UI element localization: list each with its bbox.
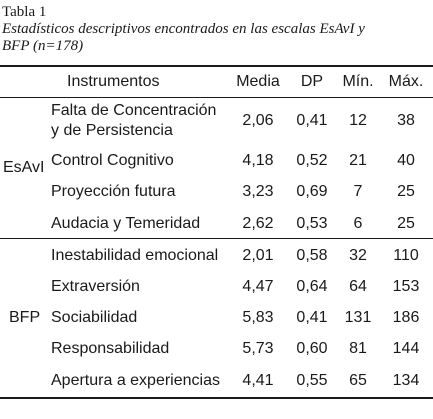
row-min: 6	[353, 215, 363, 232]
row-max: 134	[392, 372, 420, 389]
row-min: 131	[344, 309, 372, 326]
row-max: 40	[397, 152, 415, 169]
group-divider-rule	[0, 238, 433, 239]
row-mean: 2,62	[242, 215, 274, 232]
row-min: 81	[349, 340, 367, 357]
table-title-line-2: BFP (n=178)	[2, 38, 84, 54]
header-media: Media	[236, 73, 280, 90]
row-name: Inestabilidad emocional	[51, 247, 219, 264]
row-mean: 5,73	[242, 340, 274, 357]
group-label-bfp: BFP	[9, 309, 41, 326]
row-mean: 2,06	[242, 112, 274, 129]
row-name: Proyección futura	[51, 183, 176, 200]
row-max: 38	[397, 112, 415, 129]
row-sd: 0,41	[296, 112, 328, 129]
row-sd: 0,58	[296, 247, 328, 264]
table-caption	[2, 4, 365, 55]
header-min: Mín.	[342, 73, 374, 90]
row-mean: 3,23	[242, 183, 274, 200]
group-label-esavi: EsAvI	[3, 159, 45, 176]
row-min: 7	[353, 183, 363, 200]
row-mean: 4,47	[242, 278, 274, 295]
row-sd: 0,41	[296, 309, 328, 326]
row-max: 25	[397, 183, 415, 200]
row-sd: 0,60	[296, 340, 328, 357]
row-max: 186	[392, 309, 420, 326]
row-min: 64	[349, 278, 367, 295]
row-min: 32	[349, 247, 367, 264]
row-sd: 0,64	[296, 278, 328, 295]
table-title-line-1: Estadísticos descriptivos encontrados en las escalas EsAvI y	[2, 21, 365, 37]
row-name: Extraversión	[51, 278, 140, 295]
header-rule	[0, 97, 433, 98]
header-dp: DP	[300, 73, 324, 90]
row-mean: 4,41	[242, 372, 274, 389]
top-rule	[0, 65, 433, 67]
row-sd: 0,53	[296, 215, 328, 232]
row-name: Responsabilidad	[51, 340, 170, 357]
row-max: 144	[392, 340, 420, 357]
bottom-rule	[0, 397, 433, 399]
row-max: 110	[393, 247, 419, 264]
header-instrumentos: Instrumentos	[67, 73, 160, 90]
row-mean: 5,83	[242, 309, 274, 326]
row-name: Sociabilidad	[51, 309, 138, 326]
row-min: 65	[349, 372, 367, 389]
row-sd: 0,55	[296, 372, 328, 389]
row-max: 25	[397, 215, 415, 232]
row-sd: 0,69	[296, 183, 328, 200]
row-name-line-2: y de Persistencia	[51, 122, 173, 139]
row-mean: 4,18	[242, 152, 274, 169]
table-label: Tabla 1	[2, 4, 47, 20]
row-sd: 0,52	[296, 152, 328, 169]
row-name: Apertura a experiencias	[51, 372, 220, 389]
row-min: 21	[349, 152, 367, 169]
row-name-line-1: Falta de Concentración	[51, 102, 217, 119]
row-name: Audacia y Temeridad	[51, 215, 201, 232]
row-mean: 2,01	[242, 247, 274, 264]
row-name: Control Cognitivo	[51, 152, 174, 169]
row-max: 153	[392, 278, 420, 295]
row-min: 12	[349, 112, 367, 129]
header-max: Máx.	[388, 73, 424, 90]
